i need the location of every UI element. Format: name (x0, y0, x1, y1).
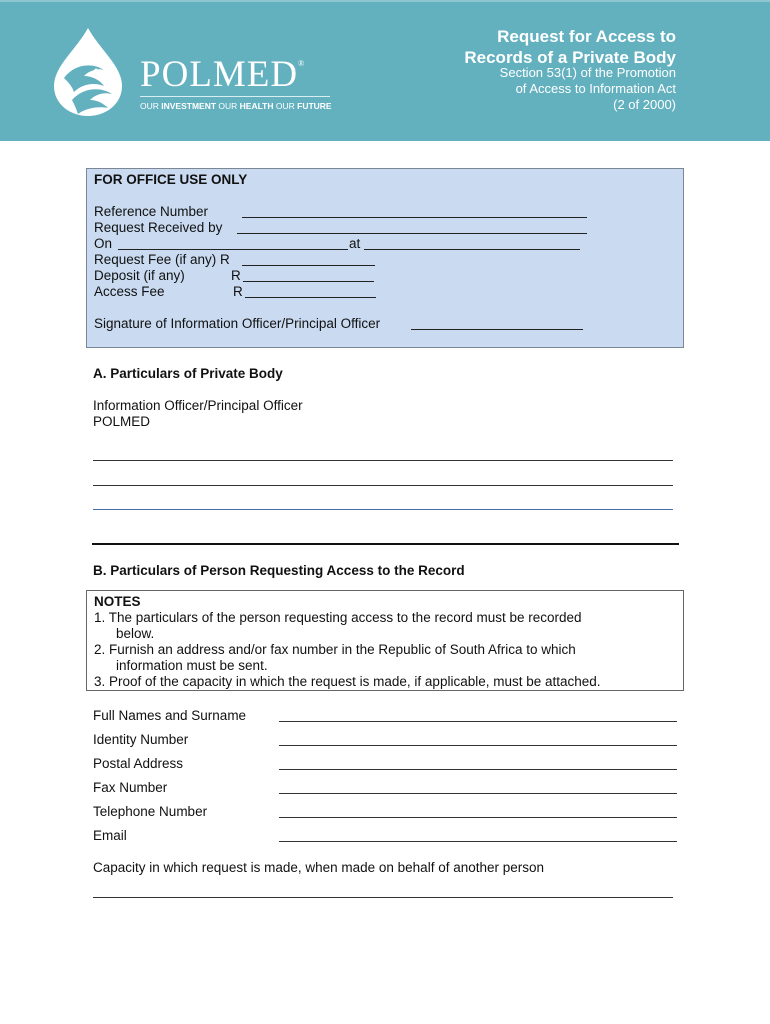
access-fee-currency: R (233, 284, 243, 299)
access-fee-label: Access Fee (94, 284, 165, 299)
postal-address-label: Postal Address (93, 756, 184, 771)
section-a-body-name: POLMED (93, 414, 151, 429)
request-fee-label: Request Fee (if any) R (94, 252, 230, 267)
brand-name: POLMED® (140, 54, 306, 95)
email-label: Email (93, 828, 127, 843)
brand-divider (140, 96, 330, 97)
section-a-heading: A. Particulars of Private Body (93, 366, 283, 381)
office-use-box (86, 168, 684, 348)
capacity-label: Capacity in which request is made, when made on behalf of another person (93, 860, 545, 875)
fax-number-label: Fax Number (93, 780, 168, 795)
deposit-field[interactable] (243, 281, 374, 282)
identity-number-label: Identity Number (93, 732, 189, 747)
form-subtitle: Section 53(1) of the Promotion of Access to Information Act (2 of 2000) (499, 65, 676, 112)
signature-label: Signature of Information Officer/Principal Officer (94, 316, 381, 331)
access-fee-field[interactable] (245, 297, 376, 298)
at-time-field[interactable] (364, 249, 580, 250)
section-a-line-1[interactable] (93, 460, 673, 461)
reference-number-field[interactable] (242, 217, 587, 218)
request-fee-field[interactable] (242, 265, 375, 266)
request-received-field[interactable] (237, 233, 587, 234)
office-use-heading: FOR OFFICE USE ONLY (94, 172, 248, 187)
section-a-line-2[interactable] (93, 485, 673, 486)
telephone-number-field[interactable] (279, 817, 677, 818)
dolphin-drop-logo-icon (48, 26, 128, 118)
form-title: Request for Access to Records of a Private Body (464, 27, 676, 67)
reference-number-label: Reference Number (94, 204, 209, 219)
notes-heading: NOTES (94, 594, 141, 609)
email-field[interactable] (279, 841, 677, 842)
deposit-currency: R (231, 268, 241, 283)
deposit-label: Deposit (if any) (94, 268, 185, 283)
notes-box (86, 590, 684, 691)
section-divider (92, 543, 679, 545)
telephone-number-label: Telephone Number (93, 804, 208, 819)
header-top-line (0, 0, 770, 2)
note-1: 1. The particulars of the person requesting access to the record must be recorded (94, 610, 582, 625)
section-a-line-3[interactable] (93, 509, 673, 510)
at-label: at (349, 236, 361, 251)
header-band (0, 0, 770, 141)
full-names-label: Full Names and Surname (93, 708, 247, 723)
note-3: 3. Proof of the capacity in which the request is made, if applicable, must be attached. (94, 674, 601, 689)
note-1-cont: below. (116, 626, 155, 641)
fax-number-field[interactable] (279, 793, 677, 794)
capacity-field[interactable] (93, 897, 673, 898)
note-2: 2. Furnish an address and/or fax number in the Republic of South Africa to which (94, 642, 576, 657)
full-names-field[interactable] (279, 721, 677, 722)
section-b-heading: B. Particulars of Person Requesting Access to the Record (93, 563, 465, 578)
postal-address-field[interactable] (279, 769, 677, 770)
on-label: On (94, 236, 113, 251)
note-2-cont: information must be sent. (116, 658, 268, 673)
on-date-field[interactable] (118, 249, 348, 250)
signature-field[interactable] (411, 329, 583, 330)
request-received-label: Request Received by (94, 220, 223, 235)
section-a-officer: Information Officer/Principal Officer (93, 398, 303, 413)
identity-number-field[interactable] (279, 745, 677, 746)
brand-tagline: OUR INVESTMENT OUR HEALTH OUR FUTURE (140, 101, 332, 111)
